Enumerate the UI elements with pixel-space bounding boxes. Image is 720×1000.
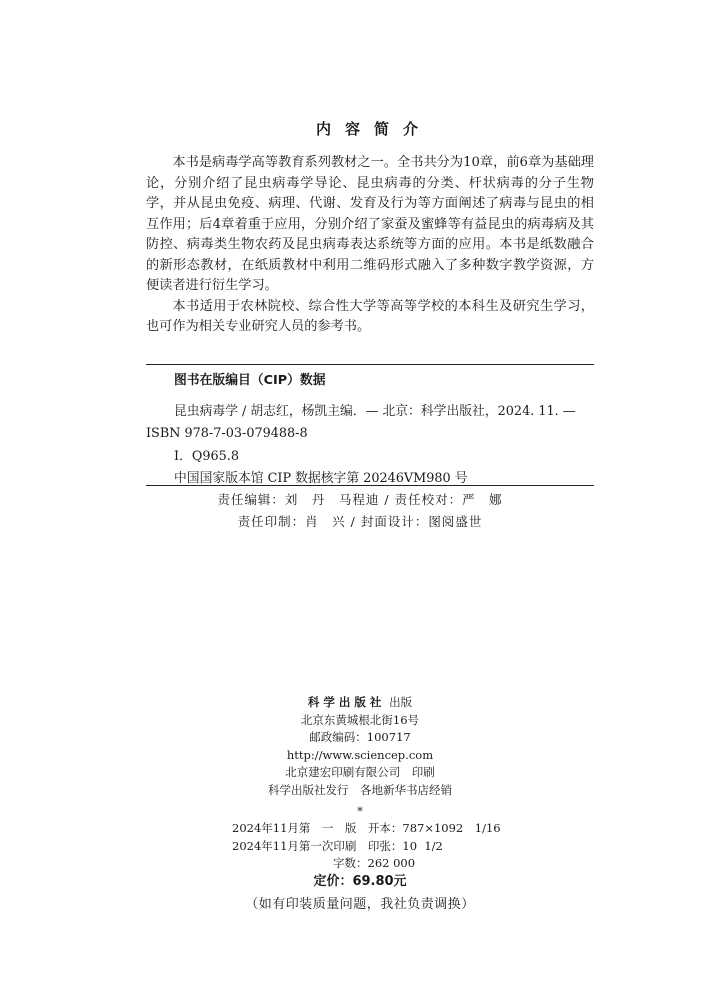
cip-record-number: 中国国家版本馆 CIP 数据核字第 20246VM980 号 <box>174 471 468 486</box>
summary-text <box>146 153 594 338</box>
publisher-suffix: 出版 <box>389 695 413 709</box>
summary-paragraph-1: 本书是病毒学高等教育系列教材之一。全书共分为10章，前6章为基础理论，分别介绍了昆虫病毒学导论、昆虫病毒的分类、杆状病毒的分子生物学，并从昆虫免疫、病理、代谢、发育及行为等方面阐述了病毒与昆虫的相互作用；后4章着重于应用，分别介绍了家蚕及蜜蜂等有益昆虫的病毒病及其防控、病毒类生物农药及昆虫病毒表达系统等方面的应用。本书是纸数融合的新形态教材，在纸质教材中利用二维码形式融入了多种数字教学资源，方便读者进行衍生学习。 <box>146 155 594 293</box>
cip-catalog-line: 昆虫病毒学 / 胡志红，杨凯主编．— 北京：科学出版社，2024. 11. — <box>174 403 576 419</box>
quality-notice: （如有印装质量问题，我社负责调换） <box>245 897 475 912</box>
cip-bottom-rule <box>146 485 594 486</box>
edition-line: 2024年11月第 一 版 开本：787×1092 1/16 <box>232 821 501 835</box>
cip-classification: Ⅰ．Q965.8 <box>174 448 239 464</box>
credits-editors: 责任编辑：刘 丹 马程迪 / 责任校对：严 娜 <box>217 492 503 507</box>
editorial-credits <box>0 489 720 533</box>
summary-title: 内容简介 <box>315 120 432 138</box>
distribution-line: 科学出版社发行 各地新华书店经销 <box>268 782 452 797</box>
publisher-logo-text: 科学出版社 <box>307 695 386 709</box>
edition-specs <box>0 820 720 873</box>
cip-isbn: ISBN 978-7-03-079488-8 <box>146 426 308 441</box>
credits-production: 责任印制：肖 兴 / 封面设计：图阅盛世 <box>237 514 483 529</box>
separator-asterisk: * <box>357 804 363 818</box>
summary-paragraph-2: 本书适用于农林院校、综合性大学等高等学校的本科生及研究生学习，也可作为相关专业研究人员的参考书。 <box>146 298 594 334</box>
printer-line: 北京建宏印刷有限公司 印刷 <box>285 765 435 779</box>
cip-top-rule <box>146 364 594 365</box>
cip-block <box>146 370 594 491</box>
word-count: 字数：262 000 <box>333 856 416 870</box>
publisher-website: http://www.sciencep.com <box>286 747 434 762</box>
cip-heading: 图书在版编目（CIP）数据 <box>174 373 326 388</box>
publisher-address: 北京东黄城根北街16号 <box>300 712 420 727</box>
printing-line: 2024年11月第一次印刷 印张：10 1/2 <box>232 838 443 853</box>
publisher-postcode: 邮政编码：100717 <box>309 730 411 744</box>
price: 定价：69.80元 <box>313 874 407 889</box>
imprint-block <box>0 694 720 821</box>
publisher-line <box>0 694 720 712</box>
